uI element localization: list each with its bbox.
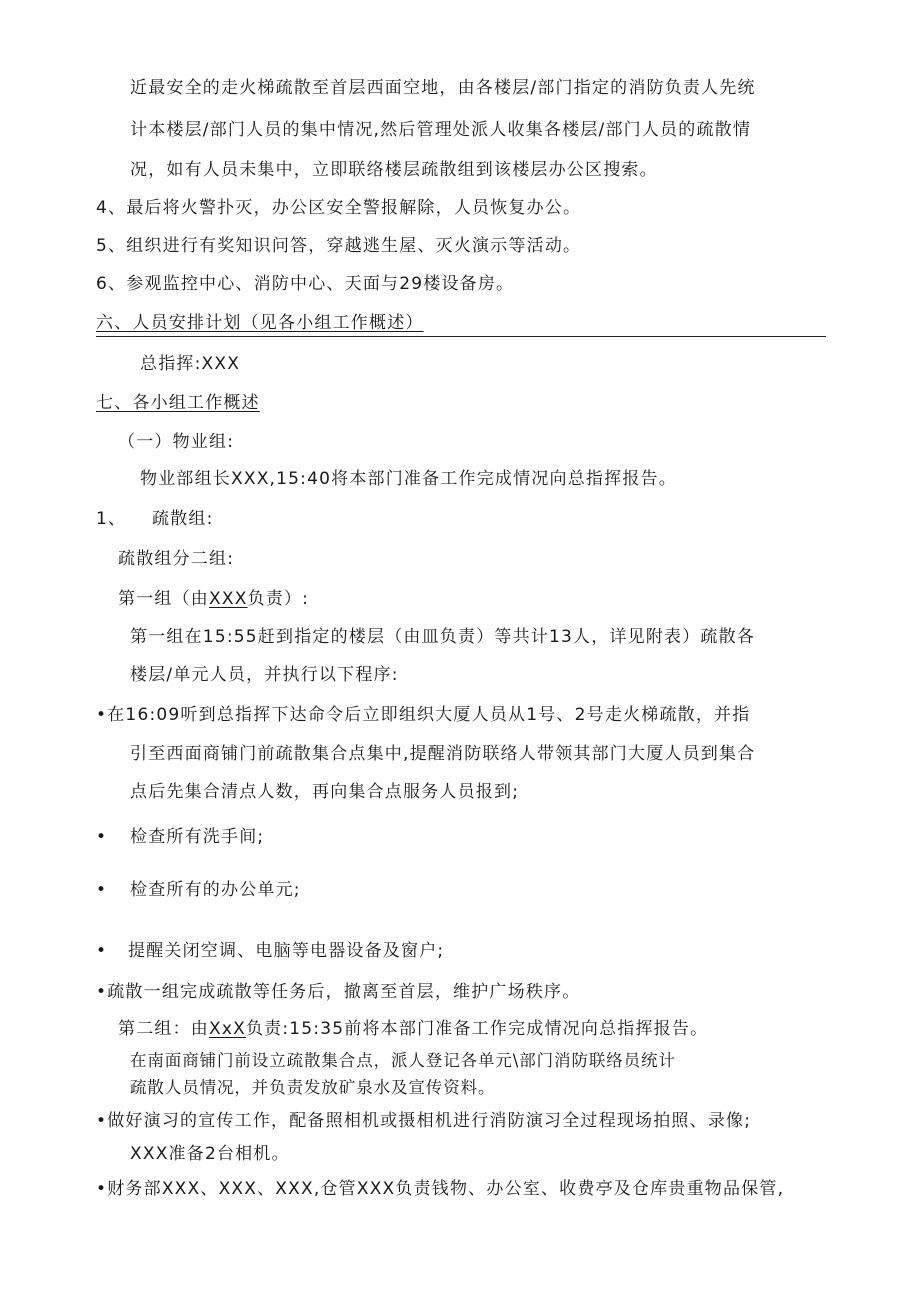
section-heading-underlined: 七、各小组工作概述 [96, 393, 260, 413]
text-line: 况，如有人员未集中，立即联络楼层疏散组到该楼层办公区搜索。 [130, 160, 658, 180]
group-heading [118, 1017, 708, 1041]
bullet-item: 检查所有的办公单元; [130, 880, 301, 900]
group-heading-suffix: 负责:15:35前将本部门准备工作完成情况向总指挥报告。 [245, 1019, 709, 1039]
group-heading-prefix: 第一组（由 [118, 589, 209, 609]
section-heading [96, 391, 260, 415]
text-line: 近最安全的走火梯疏散至首层西面空地，由各楼层/部门指定的消防负责人先统 [130, 78, 756, 98]
text-line: 计本楼层/部门人员的集中情况,然后管理处派人收集各楼层/部门人员的疏散情 [130, 120, 752, 140]
horizontal-rule [96, 336, 826, 337]
list-item: 5、组织进行有奖知识问答，穿越逃生屋、灭火演示等活动。 [96, 236, 582, 256]
bullet-icon: • [96, 880, 108, 900]
group-heading-prefix: 第二组：由 [118, 1019, 209, 1039]
bullet-item: 检查所有洗手间; [130, 827, 265, 847]
text-line: 楼层/单元人员，并执行以下程序: [130, 665, 399, 685]
text-line: 物业部组长XXX,15:40将本部门准备工作完成情况向总指挥报告。 [140, 469, 677, 489]
commander-line: 总指挥:XXX [140, 354, 241, 374]
bullet-item: •财务部XXX、XXX、XXX,仓管XXX负责钱物、办公室、收费亭及仓库贵重物品保管, [96, 1179, 785, 1199]
list-item: 6、参观监控中心、消防中心、天面与29楼设备房。 [96, 274, 515, 294]
list-number: 1、 [96, 509, 127, 529]
bullet-icon: • [96, 827, 108, 847]
text-line: 疏散组分二组: [118, 549, 235, 569]
subsection-heading: （一）物业组: [118, 432, 235, 452]
section-heading-underlined: 六、人员安排计划（见各小组工作概述） [96, 313, 424, 333]
group-leader: XxX [209, 1019, 246, 1039]
group-heading [118, 587, 309, 611]
text-line: 引至西面商铺门前疏散集合点集中,提醒消防联络人带领其部门大厦人员到集合 [130, 744, 756, 764]
group-heading-suffix: 负责）: [247, 589, 310, 609]
bullet-icon: • [96, 941, 108, 961]
text-line: 点后先集合清点人数，再向集合点服务人员报到; [130, 782, 520, 802]
group-leader: XXX [209, 589, 248, 609]
text-line: 疏散人员情况，并负责发放矿泉水及宣传资料。 [130, 1078, 496, 1097]
list-label: 疏散组: [152, 509, 214, 529]
bullet-item: •在16:09听到总指挥下达命令后立即组织大厦人员从1号、2号走火梯疏散，并指 [96, 705, 751, 725]
list-item: 4、最后将火警扑灭，办公区安全警报解除，人员恢复办公。 [96, 198, 582, 218]
text-line: 第一组在15:55赶到指定的楼层（由皿负责）等共计13人，详见附表）疏散各 [130, 627, 756, 647]
bullet-item: •做好演习的宣传工作，配备照相机或摄相机进行消防演习全过程现场拍照、录像; [96, 1111, 752, 1131]
text-line: 在南面商铺门前设立疏散集合点，派人登记各单元\部门消防联络员统计 [130, 1051, 676, 1070]
text-line: XXX准备2台相机。 [130, 1144, 290, 1164]
section-heading [96, 311, 424, 335]
bullet-item: 提醒关闭空调、电脑等电器设备及窗户; [128, 941, 445, 961]
bullet-item: •疏散一组完成疏散等任务后，撤离至首层，维护广场秩序。 [96, 982, 581, 1002]
